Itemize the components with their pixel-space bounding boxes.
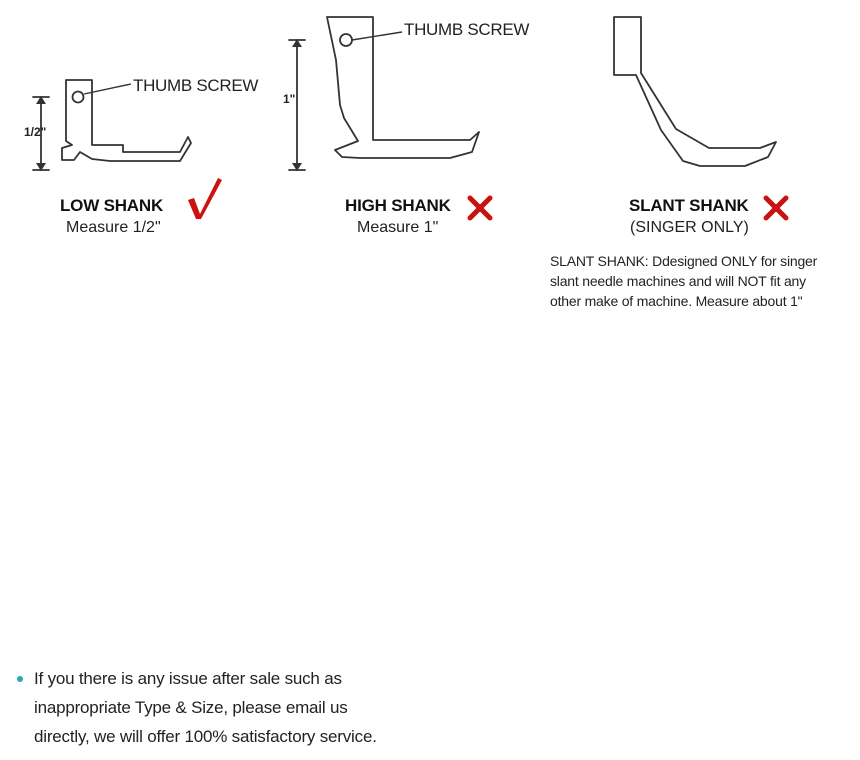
low-shank-thumb-screw-label: THUMB SCREW: [133, 76, 259, 95]
check-icon: [186, 176, 224, 220]
high-shank-thumb-screw-label: THUMB SCREW: [404, 20, 530, 39]
high-shank-title: HIGH SHANK: [345, 196, 451, 215]
bullet-icon: [17, 676, 23, 682]
notice-line: If you there is any issue after sale such as: [34, 669, 342, 688]
note-line: other make of machine. Measure about 1": [550, 293, 803, 309]
cross-icon: [762, 194, 790, 222]
notice-line: inappropriate Type & Size, please email us: [34, 698, 348, 717]
high-shank-dimension-label: 1": [283, 92, 296, 106]
low-shank-subtitle: Measure 1/2": [66, 219, 161, 236]
low-shank-dimension-label: 1/2": [24, 125, 47, 139]
high-shank-callout-leader: [352, 32, 402, 40]
note-line: slant needle machines and will NOT fit any: [550, 273, 806, 289]
high-shank-subtitle: Measure 1": [357, 219, 439, 236]
after-sale-notice: [18, 664, 438, 751]
slant-shank-note: [550, 251, 850, 311]
low-shank-callout-leader: [84, 84, 131, 94]
slant-shank-subtitle: (SINGER ONLY): [630, 219, 749, 236]
low-shank-title: LOW SHANK: [60, 196, 164, 215]
note-line: SLANT SHANK: Ddesigned ONLY for singer: [550, 253, 818, 269]
low-shank-screw-hole: [73, 92, 84, 103]
slant-shank-foot-outline: [614, 17, 776, 166]
slant-shank-title: SLANT SHANK: [629, 196, 749, 215]
cross-icon: [466, 194, 494, 222]
high-shank-screw-hole: [340, 34, 352, 46]
notice-line: directly, we will offer 100% satisfactory service.: [34, 727, 377, 746]
